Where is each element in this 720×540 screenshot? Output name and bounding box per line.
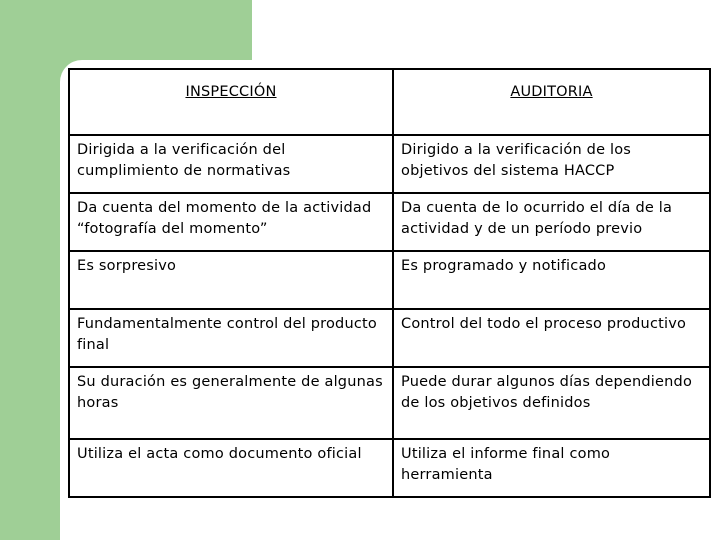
auditoria-cell (393, 193, 710, 251)
cell-text: Es sorpresivo (77, 258, 177, 274)
auditoria-cell (393, 251, 710, 309)
header-inspeccion: INSPECCIÓN (69, 69, 393, 135)
cell-text: Dirigida a la verificación del cumplimiento de normativas (77, 142, 291, 179)
inspeccion-cell (69, 135, 393, 193)
cell-text: Utiliza el acta como documento oficial (77, 446, 362, 462)
cell-text: Es programado y notificado (401, 258, 607, 274)
cell-text: Fundamentalmente control del producto final (77, 316, 377, 353)
cell-text: Puede durar algunos días dependiendo de los objetivos definidos (401, 374, 693, 411)
cell-text: Su duración es generalmente de algunas horas (77, 374, 383, 411)
auditoria-cell (393, 135, 710, 193)
inspeccion-cell (69, 439, 393, 497)
table-row (69, 309, 710, 367)
table-row (69, 193, 710, 251)
cell-text: Da cuenta del momento de la actividad “fotografía del momento” (77, 200, 372, 237)
table-row (69, 135, 710, 193)
cell-text: Utiliza el informe final como herramienta (401, 446, 611, 483)
inspeccion-cell (69, 251, 393, 309)
inspeccion-cell (69, 309, 393, 367)
auditoria-cell (393, 439, 710, 497)
table-row (69, 439, 710, 497)
table-header-row (69, 69, 710, 135)
table-row (69, 251, 710, 309)
comparison-table (68, 68, 711, 498)
cell-text: Da cuenta de lo ocurrido el día de la actividad y de un período previo (401, 200, 673, 237)
cell-text: Dirigido a la verificación de los objetivos del sistema HACCP (401, 142, 632, 179)
header-auditoria: AUDITORIA (393, 69, 710, 135)
inspeccion-cell (69, 367, 393, 439)
auditoria-cell (393, 367, 710, 439)
inspeccion-cell (69, 193, 393, 251)
cell-text: Control del todo el proceso productivo (401, 316, 687, 332)
auditoria-cell (393, 309, 710, 367)
table-row (69, 367, 710, 439)
